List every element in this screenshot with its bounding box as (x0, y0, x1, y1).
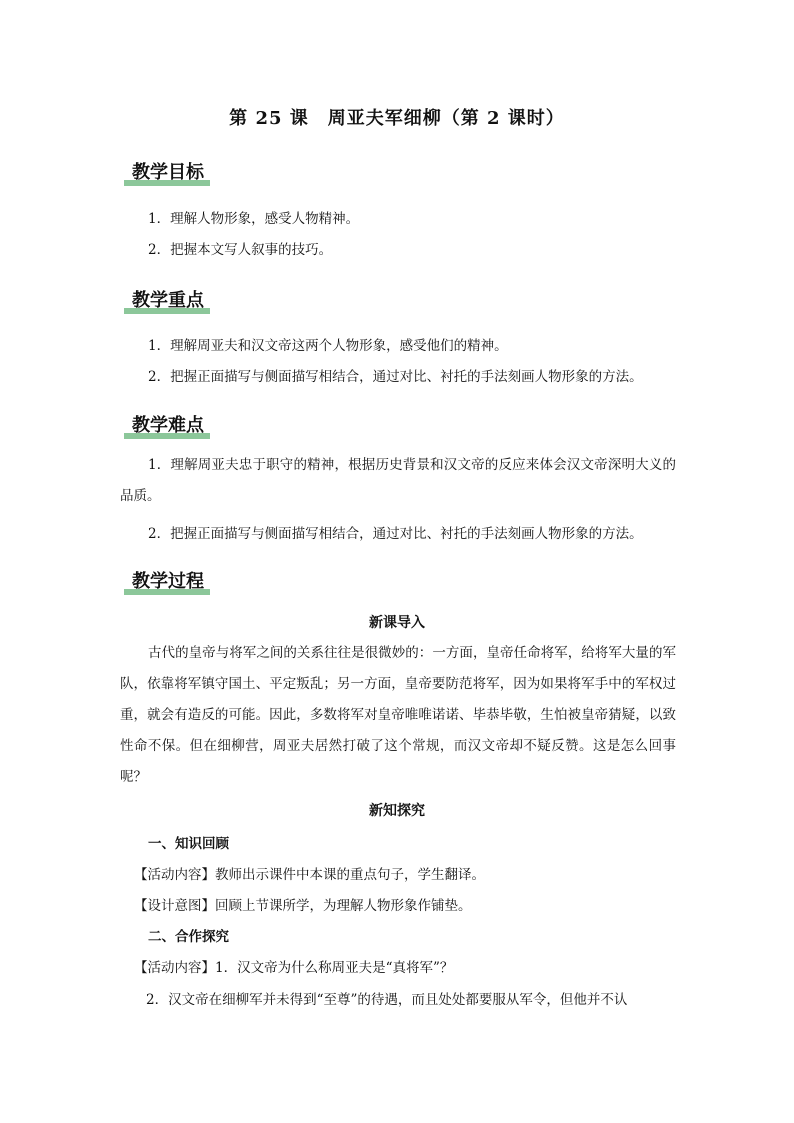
keypoint-item-1: 1．理解周亚夫和汉文帝这两个人物形象，感受他们的精神。 (148, 338, 508, 354)
section-heading-label: 教学过程 (132, 571, 204, 592)
part1-heading: 一、知识回顾 (148, 836, 229, 852)
explore-heading: 新知探究 (369, 803, 425, 819)
intro-paragraph: 古代的皇帝与将军之间的关系往往是很微妙的：一方面，皇帝任命将军，给将军大量的军队，依靠将军镇守国土、平定叛乱；另一方面，皇帝要防范将军，因为如果将军手中的军权过重，就会有造反的可能。因此，多数将军对皇帝唯唯诺诺、毕恭毕敬，生怕被皇帝猜疑，以致性命不保。但在细柳营，周亚夫居然打破了这个常规，而汉文帝却不疑反赞。这是怎么回事呢？ (120, 645, 676, 785)
section-heading-difficulties (124, 409, 214, 439)
page-title: 第 25 课 周亚夫军细柳（第 2 课时） (229, 108, 565, 129)
difficulty-item-2: 2．把握正面描写与侧面描写相结合，通过对比、衬托的手法刻画人物形象的方法。 (148, 526, 643, 542)
section-heading-label: 教学目标 (132, 162, 204, 183)
keypoint-item-2: 2．把握正面描写与侧面描写相结合，通过对比、衬托的手法刻画人物形象的方法。 (148, 369, 643, 385)
section-heading-label: 教学重点 (132, 290, 204, 311)
goal-item-2: 2．把握本文写人叙事的技巧。 (148, 242, 333, 258)
difficulty-item-1: 1．理解周亚夫忠于职守的精神，根据历史背景和汉文帝的反应来体会汉文帝深明大义的品质。 (120, 457, 676, 504)
part2-activity: 【活动内容】1．汉文帝为什么称周亚夫是“真将军”？ (134, 960, 454, 976)
section-heading-keypoints (124, 284, 214, 314)
part2-question-2: 2．汉文帝在细柳军并未得到“至尊”的待遇，而且处处都要服从军令，但他并不认 (146, 992, 628, 1008)
part1-design: 【设计意图】回顾上节课所学，为理解人物形象作铺垫。 (134, 898, 472, 914)
part2-heading: 二、合作探究 (148, 929, 229, 945)
goal-item-1: 1．理解人物形象，感受人物精神。 (148, 211, 360, 227)
section-heading-goals (124, 156, 214, 186)
part1-activity: 【活动内容】教师出示课件中本课的重点句子，学生翻译。 (134, 867, 485, 883)
intro-heading: 新课导入 (369, 615, 425, 631)
section-heading-process (124, 565, 214, 595)
section-heading-label: 教学难点 (132, 415, 204, 436)
